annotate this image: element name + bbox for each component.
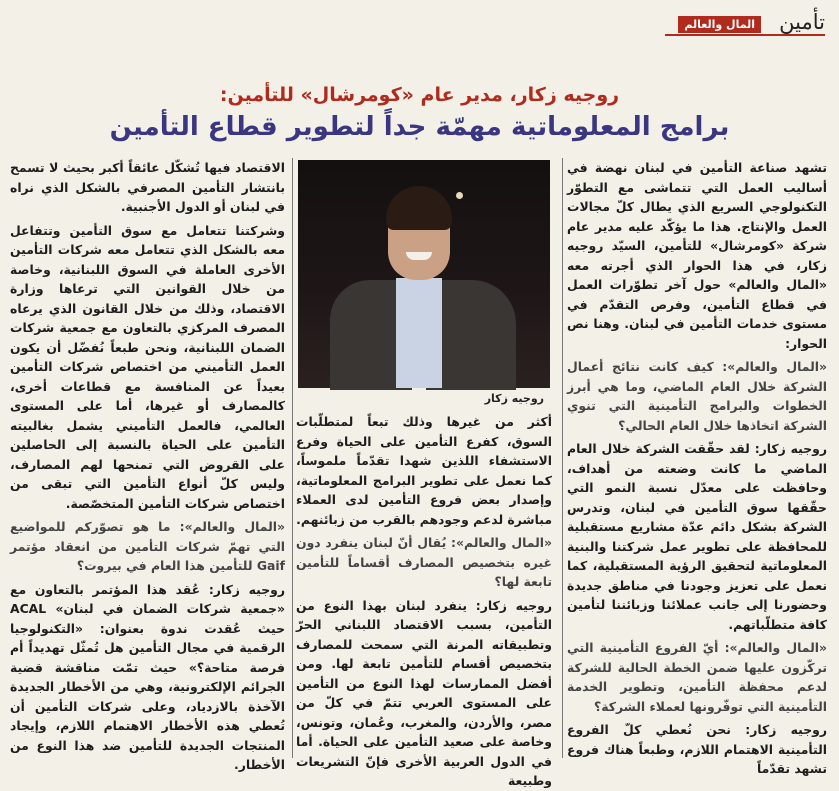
interview-answer: أكثر من غيرها وذلك تبعاً لمتطلّبات السوق، كفرع التأمين على الحياة وفرع الاستشفاء اللذين شهدا تقدّماً ملموساً، كما نعمل على تطوير البرامج المعلوماتية، وإصدار بعض فروع التأمين لدى العملاء مباشرة لدعم وجودهم بالقرب من زبائنهم. xyxy=(296,414,552,527)
magazine-brand-tag: المال والعالم xyxy=(678,16,761,33)
interview-question: «المال والعالم»: كيف كانت نتائج أعمال الشركة خلال العام الماضي، وما هي أبرز الخطوات والبرامج التأمينية التي تنوي الشركة اتخاذها خلال العام الحالي؟ xyxy=(567,359,827,433)
article-column-right xyxy=(567,158,827,776)
interview-answer: روجيه زكار: نحن نُعطي كلّ الفروع التأمينية الاهتمام اللازم، وطبعاً هناك فروع تشهد تقدّماً xyxy=(567,722,827,776)
article-headline: برامج المعلوماتية مهمّة جداً لتطوير قطاع التأمين xyxy=(109,112,730,142)
portrait-photo xyxy=(298,160,550,388)
intro-paragraph: تشهد صناعة التأمين في لبنان نهضة في أساليب العمل التي تتماشى مع التطوّر التكنولوجي السريع الذي يطال كلّ مجالات العمل والإنتاج. هذا ما يؤكّد عليه مدير عام شركة «كومرشال» للتأمين، السيّد روجيه زكار، في هذا الحوار الذي أجرته معه «المال والعالم» حول آخر تطوّرات العمل في قطاع التأمين، وفرص التقدّم في مستوى خدمات التأمين في لبنان. وهنا نص الحوار: xyxy=(567,160,827,351)
article-column-left xyxy=(10,158,285,772)
article-subhead: روجيه زكار، مدير عام «كومرشال» للتأمين: xyxy=(219,84,620,106)
interview-answer: روجيه زكار: لقد حقّقت الشركة خلال العام الماضي ما كانت وضعته من أهداف، وحافظت على معدّل نسبة النمو التي حقّقها سوق التأمين في لبنان، وتدرس الشركة بشكل دائم عدّة مشاريع مستقبلية للمحافظة على تطوير عمل شركتنا والبنية المعلوماتية لتحقيق الرؤية المستقبلية، كما نعمل على تعزيز وجودنا في مناطق جديدة وحضورنا إلى جانب عملائنا وزبائننا لتأمين كافة متطلّباتهم. xyxy=(567,441,827,632)
interview-answer: وشركتنا تتعامل مع سوق التأمين وتتفاعل معه بالشكل الذي تتعامل معه شركات التأمين الأخرى العاملة في السوق اللبنانية، وخاصة من خلال القوانين التي ترعاها وزارة الاقتصاد، وذلك من خلال القانون الذي يرعاه المصرف المركزي بالتعاون مع جمعية شركات الضمان اللبنانية، ونحن طبعاً نُفضّل أن يكون العمل التأميني من اختصاص شركات التأمين بعيداً عن المنافسة مع قطاعات أخرى، كالمصارف أو غيرها، أما على المستوى العالمي، فالعمل التأميني يشمل بغالبيته التأمين على الحياة بالنسبة إلى الحاصلين على القروض التي تمنحها لهم المصارف، وليس كلّ أنواع التأمين التي تبقى من اختصاص شركات التأمين المتخصّصة. xyxy=(10,222,285,511)
interview-answer: روجيه زكار: ينفرد لبنان بهذا النوع من التأمين، بسبب الاقتصاد اللبناني الحرّ وتطبيقاته المرنة التي سمحت للمصارف بتخصيص أقسام للتأمين تابعة لها. ومن أفضل الممارسات لهذا النوع من التأمين على المستوى العربي تتمّ في كلّ من مصر، والأردن، والمغرب، وعُمان، وتونس، وخاصة على صعيد التأمين على الحياة. أما في الدول العربية الأخرى فإنّ التشريعات وطبيعة xyxy=(296,597,552,788)
shirt-shape xyxy=(396,278,442,388)
interview-question: «المال والعالم»: يُقال أنّ لبنان ينفرد دون غيره بتخصيص المصارف أقساماً للتأمين تابعة لها؟ xyxy=(296,535,552,589)
hair-shape xyxy=(386,186,452,230)
interview-question: «المال والعالم»: ما هو تصوّركم للمواضيع التي تهمّ شركات التأمين من انعقاد مؤتمر Gaif للتأمين هذا العام في بيروت؟ xyxy=(10,519,285,573)
column-divider xyxy=(562,158,563,758)
column-divider xyxy=(292,158,293,758)
header-rule xyxy=(665,34,825,36)
background-light xyxy=(456,192,463,199)
photo-caption: روجيه زكار xyxy=(484,392,544,405)
interview-answer: الاقتصاد فيها تُشكّل عائقاً أكبر بحيث لا تسمح بانتشار التأمين المصرفي بالشكل الذي نراه في لبنان أو الدول الأجنبية. xyxy=(10,160,285,214)
interview-question: «المال والعالم»: أيّ الفروع التأمينية التي تركّزون عليها ضمن الخطة الحالية للشركة لدعم محفظة التأمين، وتطوير الخدمة التأمينية التي توفّرونها لعملاء الشركة؟ xyxy=(567,640,827,714)
section-name: تأمين xyxy=(779,10,825,34)
interview-answer: روجيه زكار: عُقد هذا المؤتمر بالتعاون مع «جمعية شركات الضمان في لبنان» ACAL حيث عُقدت ندوة بعنوان: «التكنولوجيا الرقمية في مجال التأمين هل تُمثّل تهديداً أم فرصة متاحة؟» حيث تمّت مناقشة قضية الجرائم الإلكترونية، وهي من الأخطار الجديدة الآخذة بالازدياد، وعلى شركات التأمين أن تُعطي هذه الأخطار الاهتمام اللازم، وإيجاد المنتجات الجديدة للتأمين ضد هذا النوع من الأخطار. xyxy=(10,581,285,772)
article-column-middle xyxy=(296,412,552,788)
smile-shape xyxy=(406,252,432,260)
